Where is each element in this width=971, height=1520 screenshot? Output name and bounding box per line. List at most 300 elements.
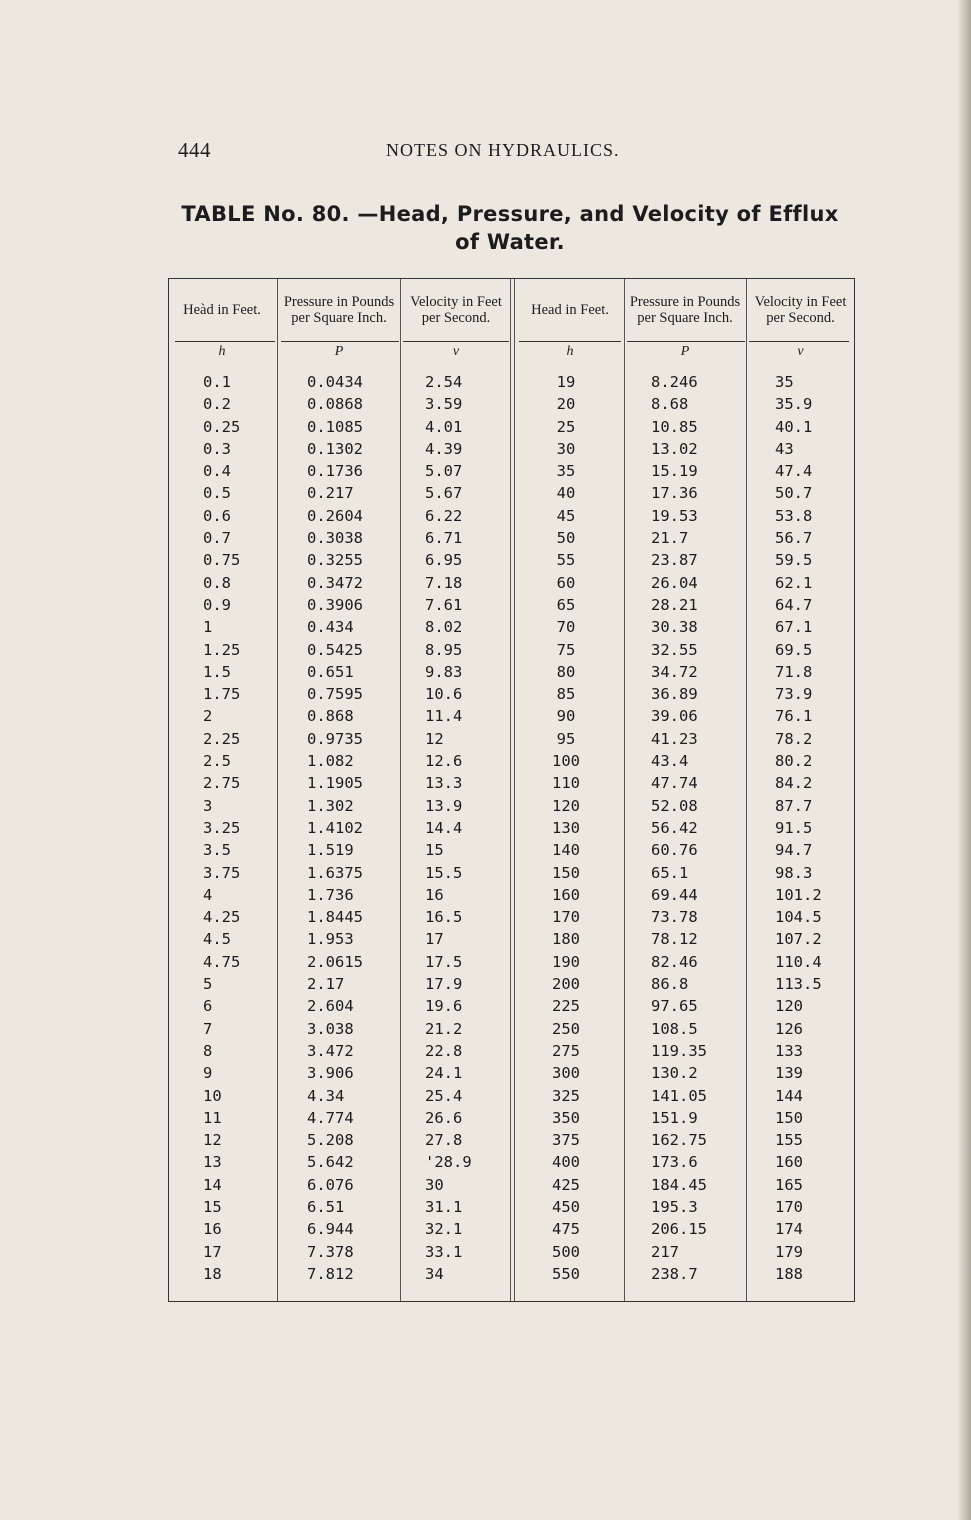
table-row	[169, 951, 854, 973]
cell-pressure-2: 32.55	[651, 640, 698, 659]
cell-pressure: 3.472	[307, 1041, 354, 1060]
cell-pressure: 0.0434	[307, 373, 363, 391]
cell-head-2: 19	[556, 373, 576, 391]
cell-pressure-2: 23.87	[651, 551, 698, 570]
cell-velocity-2: 170	[775, 1197, 803, 1216]
cell-velocity: 27.8	[425, 1131, 463, 1150]
cell-velocity: 4.39	[425, 439, 463, 458]
table-row	[169, 1174, 854, 1196]
cell-velocity-2: 67.1	[775, 618, 813, 637]
cell-pressure: 0.0868	[307, 395, 363, 414]
cell-pressure: 1.953	[307, 930, 354, 949]
running-head	[178, 138, 858, 166]
cell-velocity-2: 47.4	[775, 462, 813, 481]
table-row	[169, 438, 854, 460]
cell-pressure-2: 108.5	[651, 1019, 698, 1038]
cell-head: 3.5	[203, 841, 231, 860]
cell-head: 14	[203, 1175, 222, 1194]
cell-head-2: 375	[552, 1131, 580, 1150]
table-row	[169, 639, 854, 661]
cell-pressure: 1.302	[307, 796, 354, 815]
table-row	[169, 862, 854, 884]
cell-velocity: 15.5	[425, 863, 463, 882]
cell-head-2: 475	[552, 1220, 580, 1239]
cell-head-2: 30	[556, 439, 576, 458]
cell-pressure-2: 195.3	[651, 1197, 698, 1216]
cell-head-2: 20	[556, 395, 576, 414]
cell-velocity-2: 84.2	[775, 774, 813, 793]
cell-head-2: 550	[552, 1264, 580, 1283]
cell-head-2: 80	[556, 662, 576, 681]
symbol-v: v	[452, 344, 460, 359]
cell-velocity: 7.18	[425, 573, 463, 592]
cell-pressure: 6.944	[307, 1220, 354, 1239]
cell-head-2: 55	[556, 551, 576, 570]
cell-head: 4.75	[203, 952, 241, 971]
cell-head-2: 300	[552, 1064, 580, 1083]
cell-head: 2	[203, 707, 213, 726]
table-row	[169, 1241, 854, 1263]
header-rule	[175, 341, 275, 342]
cell-velocity: 24.1	[425, 1064, 463, 1083]
cell-velocity-2: 50.7	[775, 484, 813, 503]
cell-pressure-2: 97.65	[651, 997, 698, 1016]
cell-head-2: 50	[556, 529, 576, 548]
table-row	[169, 1018, 854, 1040]
table-row	[169, 817, 854, 839]
cell-velocity-2: 53.8	[775, 506, 813, 525]
cell-head: 0.75	[203, 551, 241, 570]
page-edge-shadow	[957, 0, 971, 1520]
cell-head-2: 70	[556, 618, 576, 637]
table-row	[169, 1218, 854, 1240]
cell-head-2: 350	[552, 1108, 580, 1127]
cell-head: 3.25	[203, 818, 241, 837]
table-row	[169, 1263, 854, 1285]
cell-pressure-2: 86.8	[651, 975, 689, 994]
cell-head: 17	[203, 1242, 222, 1261]
cell-pressure-2: 15.19	[651, 462, 698, 481]
cell-velocity: 26.6	[425, 1108, 463, 1127]
header-velocity-2: Velocity in Feet per Second.	[754, 294, 847, 326]
cell-head: 0.5	[203, 484, 231, 503]
table-row	[169, 1085, 854, 1107]
cell-head: 2.25	[203, 729, 241, 748]
cell-head: 13	[203, 1153, 222, 1172]
table-row	[169, 1151, 854, 1173]
header-velocity: Velocity in Feet per Second.	[410, 294, 502, 326]
cell-pressure-2: 19.53	[651, 506, 698, 525]
symbol-p-2: P	[680, 344, 690, 359]
cell-head: 7	[203, 1019, 213, 1038]
table-row	[169, 795, 854, 817]
cell-pressure: 0.651	[307, 662, 354, 681]
cell-head: 11	[203, 1108, 222, 1127]
cell-head: 1.75	[203, 685, 241, 704]
cell-velocity: 13.3	[425, 774, 463, 793]
table-row	[169, 1129, 854, 1151]
cell-velocity: 9.83	[425, 662, 463, 681]
cell-head: 1	[203, 618, 213, 637]
cell-pressure-2: 21.7	[651, 529, 689, 548]
cell-head: 18	[203, 1264, 222, 1283]
header-rule	[403, 341, 509, 342]
cell-pressure: 5.642	[307, 1153, 354, 1172]
cell-pressure: 2.17	[307, 975, 345, 994]
cell-velocity-2: 139	[775, 1064, 803, 1083]
cell-head: 3	[203, 796, 213, 815]
cell-velocity-2: 98.3	[775, 863, 813, 882]
cell-pressure-2: 65.1	[651, 863, 689, 882]
cell-velocity: 5.67	[425, 484, 463, 503]
cell-pressure: 3.038	[307, 1019, 354, 1038]
table-row	[169, 928, 854, 950]
cell-velocity-2: 40.1	[775, 417, 813, 436]
symbol-v-2: v	[797, 344, 804, 359]
cell-pressure-2: 206.15	[651, 1220, 707, 1239]
symbol-h-2: h	[566, 344, 574, 359]
cell-velocity-2: 101.2	[775, 885, 822, 904]
cell-pressure-2: 173.6	[651, 1153, 698, 1172]
cell-velocity-2: 64.7	[775, 595, 813, 614]
table-row	[169, 839, 854, 861]
cell-head-2: 90	[556, 707, 576, 726]
cell-head: 0.7	[203, 529, 231, 548]
cell-pressure: 0.3472	[307, 573, 363, 592]
cell-head-2: 450	[552, 1197, 580, 1216]
cell-velocity: '28.9	[425, 1153, 472, 1172]
cell-pressure-2: 41.23	[651, 729, 698, 748]
cell-velocity-2: 150	[775, 1108, 803, 1127]
cell-velocity: 14.4	[425, 818, 463, 837]
cell-head-2: 425	[552, 1175, 580, 1194]
cell-head-2: 25	[556, 417, 576, 436]
table-title-line1: TABLE No. 80. —Head, Pressure, and Velocity of Efflux	[181, 202, 839, 226]
cell-head: 0.4	[203, 462, 231, 481]
cell-velocity-2: 113.5	[775, 975, 822, 994]
cell-pressure-2: 60.76	[651, 841, 698, 860]
cell-velocity-2: 160	[775, 1153, 803, 1172]
table-row	[169, 661, 854, 683]
cell-velocity-2: 56.7	[775, 529, 813, 548]
cell-velocity: 22.8	[425, 1041, 463, 1060]
table-row	[169, 460, 854, 482]
cell-head-2: 130	[552, 818, 580, 837]
cell-head-2: 85	[556, 685, 576, 704]
cell-pressure-2: 43.4	[651, 752, 689, 771]
cell-head-2: 75	[556, 640, 576, 659]
header-rule	[627, 341, 745, 342]
cell-head-2: 200	[552, 975, 580, 994]
cell-head: 4.5	[203, 930, 231, 949]
cell-head-2: 40	[556, 484, 576, 503]
cell-velocity: 16	[425, 885, 444, 904]
table-title-line2: of Water.	[455, 230, 565, 254]
cell-pressure: 0.3906	[307, 595, 363, 614]
cell-velocity: 34	[425, 1264, 444, 1283]
cell-velocity-2: 165	[775, 1175, 803, 1194]
cell-pressure-2: 69.44	[651, 885, 698, 904]
table-row	[169, 505, 854, 527]
table-title	[160, 200, 860, 256]
cell-pressure: 7.378	[307, 1242, 354, 1261]
cell-velocity: 32.1	[425, 1220, 463, 1239]
cell-head-2: 250	[552, 1019, 580, 1038]
cell-pressure-2: 17.36	[651, 484, 698, 503]
cell-pressure: 1.1905	[307, 774, 363, 793]
cell-head-2: 100	[552, 752, 580, 771]
cell-pressure-2: 52.08	[651, 796, 698, 815]
cell-pressure-2: 39.06	[651, 707, 698, 726]
cell-pressure-2: 151.9	[651, 1108, 698, 1127]
header-rule	[749, 341, 849, 342]
table-row	[169, 772, 854, 794]
cell-head-2: 65	[556, 595, 576, 614]
cell-head-2: 160	[552, 885, 580, 904]
cell-velocity: 33.1	[425, 1242, 463, 1261]
cell-velocity: 10.6	[425, 685, 463, 704]
symbol-h: h	[218, 344, 226, 359]
cell-head-2: 225	[552, 997, 580, 1016]
cell-velocity: 16.5	[425, 908, 463, 927]
cell-head-2: 140	[552, 841, 580, 860]
cell-head: 1.5	[203, 662, 231, 681]
cell-velocity-2: 73.9	[775, 685, 813, 704]
cell-pressure: 6.51	[307, 1197, 345, 1216]
table-row	[169, 750, 854, 772]
cell-velocity: 13.9	[425, 796, 463, 815]
cell-velocity: 8.02	[425, 618, 463, 637]
table-row	[169, 371, 854, 393]
cell-velocity: 15	[425, 841, 444, 860]
cell-velocity-2: 78.2	[775, 729, 813, 748]
cell-pressure: 7.812	[307, 1264, 354, 1283]
cell-velocity-2: 188	[775, 1264, 803, 1283]
cell-head: 0.9	[203, 595, 231, 614]
cell-pressure: 6.076	[307, 1175, 354, 1194]
cell-velocity: 21.2	[425, 1019, 463, 1038]
cell-velocity: 19.6	[425, 997, 463, 1016]
cell-pressure-2: 141.05	[651, 1086, 707, 1105]
cell-velocity: 17.9	[425, 975, 463, 994]
cell-head-2: 275	[552, 1041, 580, 1060]
table-row	[169, 549, 854, 571]
cell-velocity-2: 35	[775, 373, 794, 391]
cell-velocity-2: 155	[775, 1131, 803, 1150]
cell-head: 4.25	[203, 908, 241, 927]
cell-pressure-2: 78.12	[651, 930, 698, 949]
cell-pressure: 0.3255	[307, 551, 363, 570]
cell-pressure: 4.34	[307, 1086, 345, 1105]
cell-pressure-2: 217	[651, 1242, 679, 1261]
cell-pressure: 0.2604	[307, 506, 363, 525]
table-row	[169, 594, 854, 616]
table-row	[169, 1062, 854, 1084]
cell-head: 0.2	[203, 395, 231, 414]
header-head-2: Head in Feet.	[531, 302, 609, 318]
cell-velocity-2: 91.5	[775, 818, 813, 837]
cell-velocity: 25.4	[425, 1086, 463, 1105]
table-row	[169, 906, 854, 928]
table-row	[169, 1196, 854, 1218]
cell-pressure-2: 30.38	[651, 618, 698, 637]
cell-head: 8	[203, 1041, 213, 1060]
cell-head: 10	[203, 1086, 222, 1105]
cell-pressure: 3.906	[307, 1064, 354, 1083]
cell-head: 6	[203, 997, 213, 1016]
cell-pressure: 1.4102	[307, 818, 363, 837]
table-row	[169, 705, 854, 727]
cell-pressure: 2.0615	[307, 952, 363, 971]
cell-head-2: 120	[552, 796, 580, 815]
cell-velocity: 7.61	[425, 595, 463, 614]
cell-pressure: 0.9735	[307, 729, 363, 748]
cell-pressure-2: 82.46	[651, 952, 698, 971]
cell-pressure-2: 47.74	[651, 774, 698, 793]
cell-velocity: 17	[425, 930, 444, 949]
cell-velocity: 2.54	[425, 373, 463, 391]
cell-velocity-2: 69.5	[775, 640, 813, 659]
cell-pressure: 1.6375	[307, 863, 363, 882]
cell-velocity: 6.22	[425, 506, 463, 525]
cell-velocity: 12	[425, 729, 444, 748]
cell-velocity: 17.5	[425, 952, 463, 971]
cell-head-2: 35	[556, 462, 576, 481]
cell-velocity-2: 94.7	[775, 841, 813, 860]
cell-velocity-2: 179	[775, 1242, 803, 1261]
cell-head: 15	[203, 1197, 222, 1216]
cell-velocity-2: 87.7	[775, 796, 813, 815]
cell-velocity-2: 62.1	[775, 573, 813, 592]
cell-pressure: 0.3038	[307, 529, 363, 548]
cell-head: 0.3	[203, 439, 231, 458]
table-row	[169, 1040, 854, 1062]
cell-pressure: 0.868	[307, 707, 354, 726]
table-row	[169, 1107, 854, 1129]
cell-pressure: 0.7595	[307, 685, 363, 704]
cell-velocity: 8.95	[425, 640, 463, 659]
header-rule	[519, 341, 621, 342]
table-row	[169, 973, 854, 995]
cell-velocity: 4.01	[425, 417, 463, 436]
header-pressure-2: Pressure in Pounds per Square Inch.	[629, 294, 741, 326]
table-row	[169, 995, 854, 1017]
cell-head-2: 190	[552, 952, 580, 971]
cell-head: 4	[203, 885, 213, 904]
cell-pressure: 1.519	[307, 841, 354, 860]
cell-head: 12	[203, 1131, 222, 1150]
table-row	[169, 572, 854, 594]
cell-head-2: 110	[552, 774, 580, 793]
cell-pressure: 0.434	[307, 618, 354, 637]
cell-pressure-2: 238.7	[651, 1264, 698, 1283]
cell-pressure-2: 184.45	[651, 1175, 707, 1194]
cell-pressure: 0.1736	[307, 462, 363, 481]
table-row	[169, 683, 854, 705]
cell-velocity-2: 144	[775, 1086, 803, 1105]
cell-pressure: 1.8445	[307, 908, 363, 927]
cell-velocity-2: 71.8	[775, 662, 813, 681]
cell-pressure: 0.1302	[307, 439, 363, 458]
cell-velocity-2: 76.1	[775, 707, 813, 726]
cell-velocity-2: 126	[775, 1019, 803, 1038]
cell-pressure-2: 13.02	[651, 439, 698, 458]
cell-pressure-2: 56.42	[651, 818, 698, 837]
cell-pressure-2: 34.72	[651, 662, 698, 681]
cell-pressure-2: 10.85	[651, 417, 698, 436]
cell-velocity: 12.6	[425, 752, 463, 771]
cell-velocity-2: 80.2	[775, 752, 813, 771]
cell-pressure: 4.774	[307, 1108, 354, 1127]
cell-pressure: 5.208	[307, 1131, 354, 1150]
cell-velocity: 31.1	[425, 1197, 463, 1216]
cell-head-2: 45	[556, 506, 576, 525]
cell-head: 2.5	[203, 752, 231, 771]
cell-pressure-2: 130.2	[651, 1064, 698, 1083]
cell-head-2: 325	[552, 1086, 580, 1105]
table-row	[169, 884, 854, 906]
cell-velocity-2: 174	[775, 1220, 803, 1239]
cell-pressure-2: 26.04	[651, 573, 698, 592]
cell-head-2: 400	[552, 1153, 580, 1172]
cell-pressure-2: 8.246	[651, 373, 698, 391]
cell-pressure: 1.736	[307, 885, 354, 904]
cell-head-2: 95	[556, 729, 576, 748]
cell-pressure: 0.1085	[307, 417, 363, 436]
cell-pressure-2: 36.89	[651, 685, 698, 704]
cell-pressure-2: 73.78	[651, 908, 698, 927]
table-row	[169, 482, 854, 504]
header-head: Heàd in Feet.	[183, 302, 261, 318]
cell-head: 1.25	[203, 640, 241, 659]
cell-velocity: 11.4	[425, 707, 463, 726]
cell-velocity-2: 120	[775, 997, 803, 1016]
cell-head: 0.6	[203, 506, 231, 525]
cell-velocity-2: 110.4	[775, 952, 822, 971]
table-row	[169, 393, 854, 415]
cell-head-2: 150	[552, 863, 580, 882]
header-pressure: Pressure in Pounds per Square Inch.	[283, 294, 395, 326]
cell-head: 16	[203, 1220, 222, 1239]
cell-velocity: 3.59	[425, 395, 463, 414]
cell-head: 3.75	[203, 863, 241, 882]
table-body	[169, 371, 854, 1285]
cell-head-2: 180	[552, 930, 580, 949]
cell-pressure-2: 8.68	[651, 395, 689, 414]
cell-velocity-2: 107.2	[775, 930, 822, 949]
running-title: NOTES ON HYDRAULICS.	[386, 140, 620, 160]
table-row	[169, 728, 854, 750]
cell-head: 0.1	[203, 373, 231, 391]
table-row	[169, 416, 854, 438]
cell-velocity-2: 35.9	[775, 395, 813, 414]
cell-pressure-2: 162.75	[651, 1131, 707, 1150]
data-table	[168, 278, 855, 1302]
cell-velocity: 5.07	[425, 462, 463, 481]
cell-head: 5	[203, 975, 213, 994]
cell-pressure: 0.5425	[307, 640, 363, 659]
cell-pressure: 2.604	[307, 997, 354, 1016]
cell-velocity-2: 59.5	[775, 551, 813, 570]
cell-velocity-2: 43	[775, 439, 794, 458]
cell-head-2: 60	[556, 573, 576, 592]
cell-head: 2.75	[203, 774, 241, 793]
cell-velocity-2: 133	[775, 1041, 803, 1060]
cell-head-2: 170	[552, 908, 580, 927]
cell-head: 0.8	[203, 573, 231, 592]
table-row	[169, 616, 854, 638]
cell-pressure: 1.082	[307, 752, 354, 771]
